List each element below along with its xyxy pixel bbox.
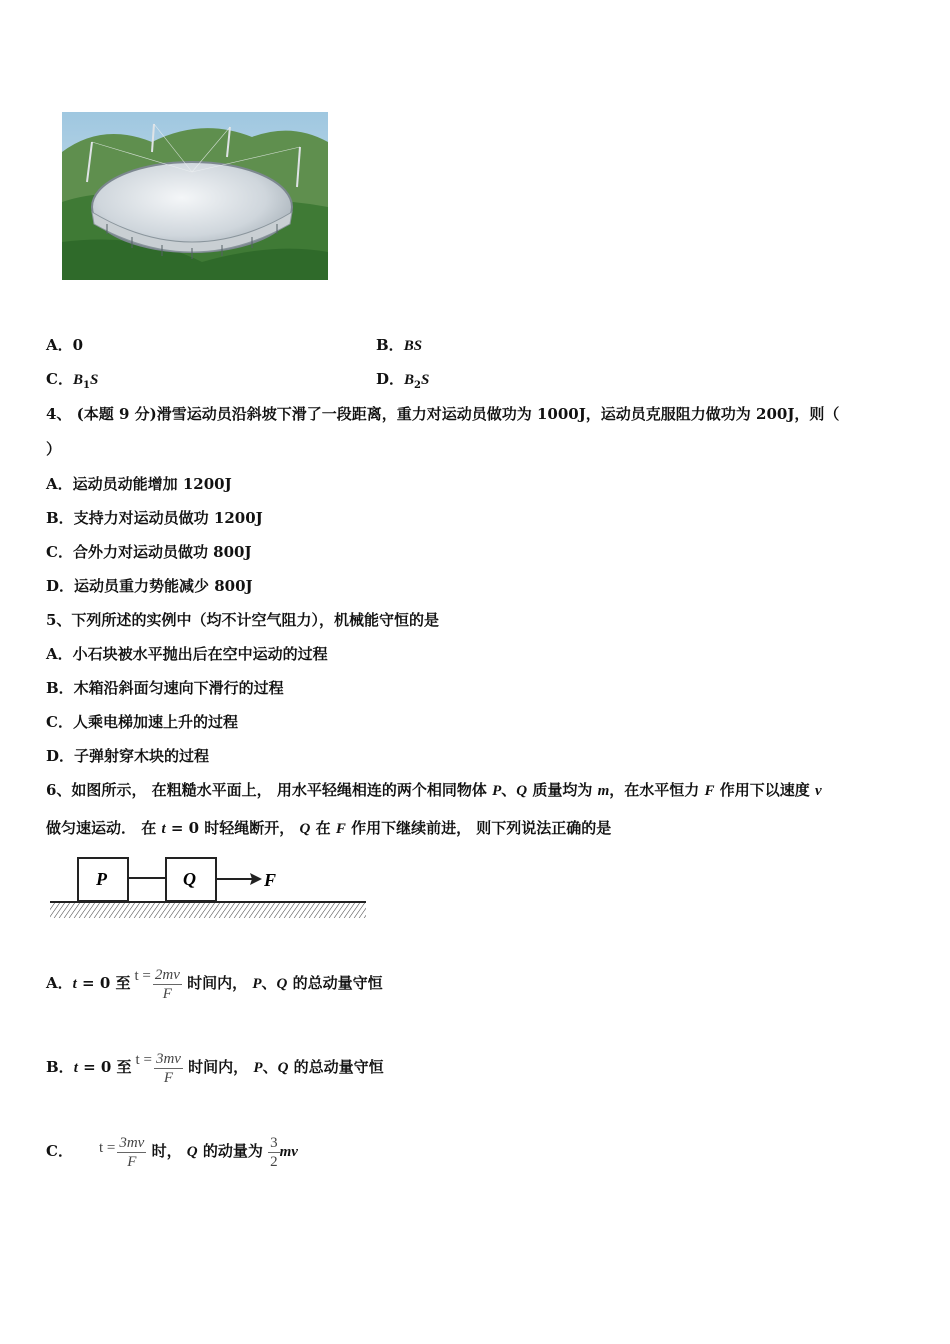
equals-zero: = 0	[165, 819, 205, 837]
q4-option-d: D．运动员重力势能减少 800J	[46, 577, 253, 595]
stem-text: 的总动量守恒	[287, 974, 383, 992]
to-text: 至	[116, 1058, 132, 1076]
symbol-t: t	[73, 1060, 78, 1076]
q6-stem-line1	[46, 780, 822, 801]
q4-option-a: A．运动员动能增加 1200J	[46, 475, 232, 493]
q5-option-b: B．木箱沿斜面匀速向下滑行的过程	[46, 679, 284, 697]
option-label: A．	[46, 974, 73, 992]
stem-text: 6、如图所示， 在粗糙水平面上， 用水平轻绳相连的两个相同物体	[46, 781, 493, 799]
stem-text: 在	[310, 819, 336, 837]
q6-option-b	[46, 1044, 384, 1091]
symbol-b: B	[72, 372, 83, 388]
symbol-p: P	[253, 1060, 263, 1076]
symbol-t: t	[72, 976, 77, 992]
blocks-diagram	[50, 852, 368, 924]
option-label: A．	[46, 336, 73, 354]
stem-text: 时间内，	[182, 1058, 254, 1076]
q6-stem-line2	[46, 818, 611, 839]
symbol-q: Q	[516, 783, 528, 799]
subscript: 2	[414, 380, 421, 391]
fraction: $\frac{3mv}{F}$	[119, 1134, 145, 1170]
symbol-q: Q	[299, 821, 311, 837]
option-label: B．	[46, 1058, 74, 1076]
symbol-b: B	[404, 372, 415, 388]
symbol-q: Q	[277, 1060, 289, 1076]
stem-text: 的总动量守恒	[288, 1058, 384, 1076]
stem-text: ，在水平恒力	[609, 781, 705, 799]
stem-text: 质量均为	[527, 781, 598, 799]
symbol-p: P	[492, 783, 502, 799]
label-q: Q	[183, 869, 196, 889]
fraction: $\frac{2mv}{F}$	[154, 966, 180, 1002]
t-equals: t =	[134, 968, 151, 984]
q3-option-d	[376, 369, 429, 396]
q5-option-a: A．小石块被水平抛出后在空中运动的过程	[46, 645, 328, 663]
q6-option-a	[46, 960, 383, 1007]
fraction-three-halves: $\frac{3}{2}$	[270, 1134, 278, 1170]
option-text: BS	[403, 338, 423, 354]
equals-zero: = 0	[77, 1058, 117, 1076]
option-label: C．	[46, 1142, 73, 1160]
symbol-s: S	[89, 372, 99, 388]
symbol-m: m	[597, 783, 610, 799]
stem-text: 时轻绳断开，	[204, 819, 300, 837]
t-equals: t =	[98, 1140, 116, 1156]
option-label: D．	[376, 370, 405, 388]
option-label: B．	[376, 336, 404, 354]
option-text: 0	[72, 336, 84, 354]
q3-option-b	[376, 335, 422, 356]
subscript: 1	[82, 380, 90, 391]
q5-stem: 5、下列所述的实例中（均不计空气阻力），机械能守恒的是	[46, 611, 439, 629]
q4-option-c: C．合外力对运动员做功 800J	[46, 543, 252, 561]
symbol-t: t	[161, 821, 166, 837]
symbol-f: F	[335, 821, 346, 837]
q5-option-c: C．人乘电梯加速上升的过程	[46, 713, 238, 731]
stem-text: 作用下继续前进， 则下列说法正确的是	[345, 819, 612, 837]
radio-telescope-photo	[62, 112, 328, 280]
q3-option-a	[46, 335, 83, 355]
stem-text: 作用下以速度	[714, 781, 815, 799]
q4-stem-line2: ）	[46, 440, 62, 458]
fraction: $\frac{3mv}{F}$	[155, 1050, 181, 1086]
symbol-p: P	[252, 976, 262, 992]
label-p: P	[96, 869, 107, 889]
t-equals: t =	[135, 1052, 152, 1068]
q4-option-b: B．支持力对运动员做功 1200J	[46, 509, 263, 527]
symbol-s: S	[421, 372, 430, 388]
q3-option-c	[46, 369, 98, 396]
stem-text: 做匀速运动． 在	[46, 819, 162, 837]
q4-stem-line1: 4、 (本题 9 分)滑雪运动员沿斜坡下滑了一段距离，重力对运动员做功为 1000J，运动员克服阻力做功为 200J，则（	[46, 405, 840, 423]
equals-zero: = 0	[76, 974, 116, 992]
separator: 、	[261, 974, 277, 992]
option-label: C．	[46, 370, 73, 388]
stem-text: 的动量为	[197, 1142, 269, 1160]
symbol-q: Q	[186, 1144, 198, 1160]
stem-text: 时间内，	[181, 974, 253, 992]
q6-option-c	[46, 1128, 298, 1175]
symbol-q: Q	[276, 976, 288, 992]
to-text: 至	[115, 974, 131, 992]
q5-option-d: D．子弹射穿木块的过程	[46, 747, 210, 765]
symbol-mv: mv	[279, 1144, 298, 1160]
separator: 、	[501, 781, 517, 799]
symbol-f: F	[704, 783, 715, 799]
symbol-v: v	[814, 783, 822, 799]
label-f: F	[264, 870, 277, 890]
stem-text: 时，	[146, 1142, 187, 1160]
separator: 、	[262, 1058, 278, 1076]
